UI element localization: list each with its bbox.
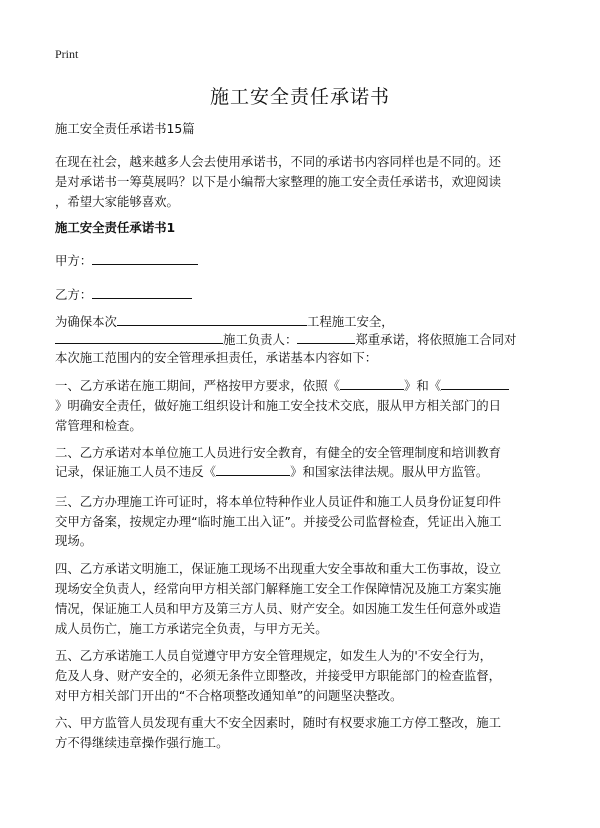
paragraph-line: 二、乙方承诺对本单位施工人员进行安全教育，有健全的安全管理制度和培训教育 xyxy=(55,445,502,460)
paragraph-line: 交甲方备案，按规定办理“临时施工出入证”。并接受公司监督检查，凭证出入施工 xyxy=(55,514,502,529)
paragraph-line xyxy=(55,330,550,350)
party-a-row xyxy=(55,251,550,271)
text-segment: 》和《 xyxy=(403,378,442,393)
paragraph-line xyxy=(55,312,550,332)
paragraph-line: 方不得继续违章操作强行施工。 xyxy=(55,735,229,750)
intro-line: 在现在社会，越来越多人会去使用承诺书，不同的承诺书内容同样也是不同的。还 xyxy=(55,154,502,169)
paragraph-line: 》明确安全责任，做好施工组织设计和施工安全技术交底，服从甲方相关部门的日 xyxy=(55,398,502,413)
party-b-blank xyxy=(92,285,192,299)
project-name-blank xyxy=(117,312,307,326)
company-blank xyxy=(55,330,223,344)
manager-blank xyxy=(297,330,355,344)
party-a-blank xyxy=(92,251,198,265)
text-segment: 工程施工安全， xyxy=(306,314,394,329)
paragraph-line: 三、乙方办理施工许可证时，将本单位特种作业人员证件和施工人员身份证复印件 xyxy=(55,494,502,509)
paragraph-line: 危及人身、财产安全的，必须无条件立即整改，并接受甲方职能部门的检查监督， xyxy=(55,668,502,683)
doc-name-blank xyxy=(340,376,404,390)
paragraph-line: 四、乙方承诺文明施工，保证施工现场不出现重大安全事故和重大工伤事故，设立 xyxy=(55,561,502,576)
text-segment: 》和国家法律法规。服从甲方监管。 xyxy=(290,464,489,479)
paragraph-line xyxy=(55,376,550,396)
paragraph-line: 本次施工范围内的安全管理承担责任，承诺基本内容如下： xyxy=(55,350,378,365)
section-heading: 施工安全责任承诺书1 xyxy=(55,220,176,235)
doc-name-blank xyxy=(441,376,509,390)
text-segment: 郑重承诺，将依照施工合同对 xyxy=(355,332,517,347)
intro-line: ，希望大家能够喜欢。 xyxy=(55,194,179,209)
paragraph-line: 五、乙方承诺施工人员自觉遵守甲方安全管理规定，如发生人为的'不安全行为， xyxy=(55,648,493,663)
paragraph-line: 对甲方相关部门开出的“不合格项整改通知单”的问题坚决整改。 xyxy=(55,688,403,703)
print-label: Print xyxy=(55,47,79,61)
document-subtitle: 施工安全责任承诺书15篇 xyxy=(55,121,195,136)
paragraph-line: 成人员伤亡，施工方承诺完全负责，与甲方无关。 xyxy=(55,621,328,636)
text-segment: 记录，保证施工人员不违反《 xyxy=(55,464,217,479)
paragraph-line: 现场安全负责人，经常向甲方相关部门解释施工安全工作保障情况及施工方案实施 xyxy=(55,581,502,596)
regulation-blank xyxy=(216,462,290,476)
text-segment: 一、乙方承诺在施工期间，严格按甲方要求，依照《 xyxy=(55,378,340,393)
paragraph-line: 现场。 xyxy=(55,533,93,548)
text-segment: 施工负责人： xyxy=(223,332,298,347)
party-a-label: 甲方： xyxy=(55,253,93,268)
party-b-label: 乙方： xyxy=(55,287,93,302)
intro-line: 是对承诺书一筹莫展吗？以下是小编帮大家整理的施工安全责任承诺书，欢迎阅读 xyxy=(55,174,502,189)
paragraph-line: 六、甲方监管人员发现有重大不安全因素时，随时有权要求施工方停工整改，施工 xyxy=(55,715,502,730)
document-title: 施工安全责任承诺书 xyxy=(209,86,390,108)
party-b-row xyxy=(55,285,550,305)
paragraph-line: 情况，保证施工人员和甲方及第三方人员、财产安全。如因施工发生任何意外或造 xyxy=(55,601,502,616)
paragraph-line: 常管理和检查。 xyxy=(55,418,142,433)
paragraph-line xyxy=(55,462,550,482)
text-segment: 为确保本次 xyxy=(55,314,117,329)
